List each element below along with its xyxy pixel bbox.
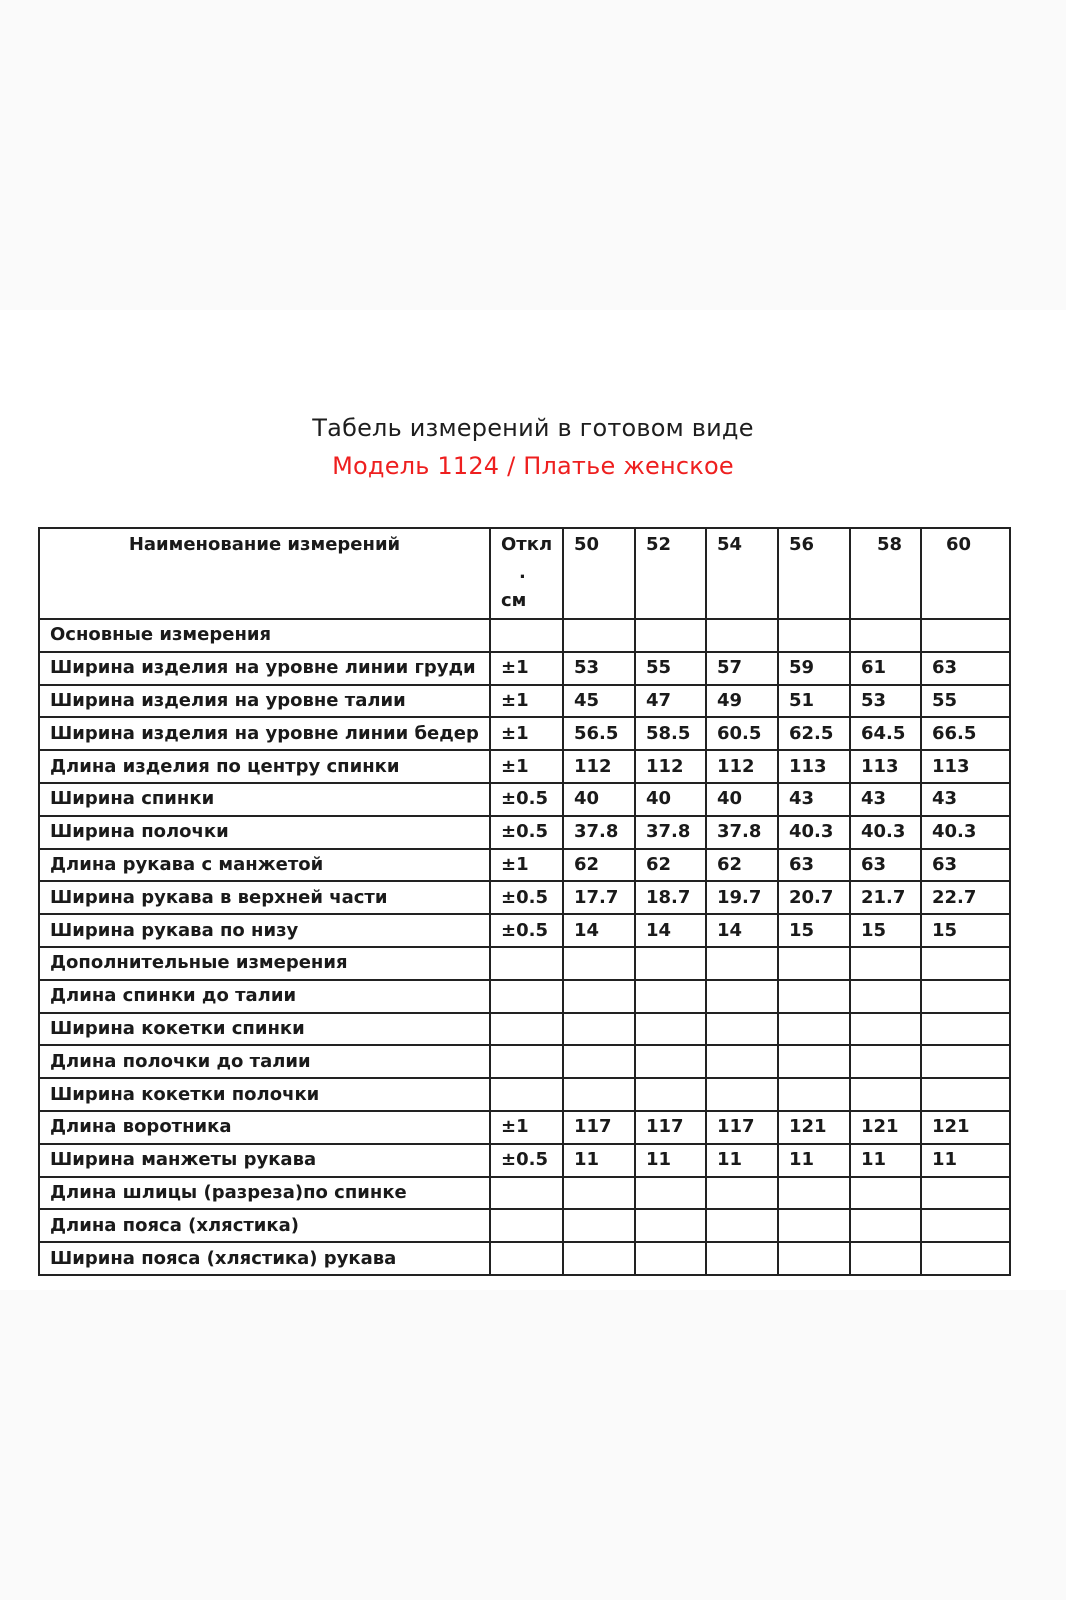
size-value-cell: 14: [563, 914, 635, 947]
column-header-tolerance: [490, 528, 563, 619]
size-value-cell: 40.3: [778, 816, 850, 849]
size-value-cell: [706, 1013, 778, 1046]
size-value-cell: 66.5: [921, 717, 1010, 750]
size-value-cell: [635, 1013, 706, 1046]
size-value-cell: 11: [778, 1144, 850, 1177]
size-value-cell: 40.3: [921, 816, 1010, 849]
tolerance-cell: ±1: [490, 750, 563, 783]
size-value-cell: 63: [921, 652, 1010, 685]
table-row: [39, 750, 1010, 783]
tolerance-header-line1: Откл: [501, 534, 553, 555]
size-value-cell: [850, 1209, 921, 1242]
measurement-name-cell: Ширина спинки: [39, 783, 490, 816]
size-value-cell: [635, 1078, 706, 1111]
tolerance-cell: ±0.5: [490, 783, 563, 816]
size-value-cell: 49: [706, 685, 778, 718]
table-row: [39, 1045, 1010, 1078]
size-value-cell: [635, 1045, 706, 1078]
column-header-name: Наименование измерений: [39, 528, 490, 619]
measurement-name-cell: Длина изделия по центру спинки: [39, 750, 490, 783]
size-value-cell: 63: [850, 849, 921, 882]
table-row: [39, 1078, 1010, 1111]
size-value-cell: 17.7: [563, 881, 635, 914]
tolerance-cell: [490, 1045, 563, 1078]
size-value-cell: [635, 947, 706, 980]
table-row: [39, 849, 1010, 882]
tolerance-cell: [490, 1209, 563, 1242]
measurement-name-cell: Длина спинки до талии: [39, 980, 490, 1013]
measurement-name-cell: Ширина манжеты рукава: [39, 1144, 490, 1177]
measurement-name-cell: Ширина кокетки спинки: [39, 1013, 490, 1046]
table-header-row: [39, 528, 1010, 619]
size-value-cell: 57: [706, 652, 778, 685]
size-value-cell: 121: [850, 1111, 921, 1144]
size-value-cell: [778, 619, 850, 652]
size-value-cell: 40: [635, 783, 706, 816]
size-value-cell: 37.8: [563, 816, 635, 849]
tolerance-header-line2: .: [519, 562, 526, 583]
size-value-cell: [778, 1209, 850, 1242]
tolerance-cell: ±0.5: [490, 914, 563, 947]
size-value-cell: [635, 619, 706, 652]
size-value-cell: 45: [563, 685, 635, 718]
measurement-name-cell: Длина воротника: [39, 1111, 490, 1144]
size-value-cell: 117: [635, 1111, 706, 1144]
size-value-cell: 117: [563, 1111, 635, 1144]
size-value-cell: [563, 1078, 635, 1111]
size-value-cell: 63: [921, 849, 1010, 882]
size-value-cell: [706, 980, 778, 1013]
size-value-cell: [850, 947, 921, 980]
size-value-cell: 40: [563, 783, 635, 816]
size-value-cell: 62.5: [778, 717, 850, 750]
size-value-cell: [563, 619, 635, 652]
size-value-cell: 60.5: [706, 717, 778, 750]
size-value-cell: 15: [778, 914, 850, 947]
size-value-cell: 18.7: [635, 881, 706, 914]
size-value-cell: [778, 980, 850, 1013]
size-value-cell: [921, 980, 1010, 1013]
document-sheet: [0, 310, 1066, 1290]
table-row: [39, 980, 1010, 1013]
size-value-cell: [921, 1045, 1010, 1078]
size-value-cell: [921, 1177, 1010, 1210]
measurement-name-cell: Ширина рукава по низу: [39, 914, 490, 947]
size-value-cell: [921, 1209, 1010, 1242]
measurement-name-cell: Ширина полочки: [39, 816, 490, 849]
table-row: [39, 652, 1010, 685]
size-value-cell: 19.7: [706, 881, 778, 914]
table-row: [39, 1013, 1010, 1046]
size-value-cell: [706, 1242, 778, 1275]
table-row: [39, 1209, 1010, 1242]
size-value-cell: [563, 1013, 635, 1046]
column-header-size: 58: [850, 528, 921, 619]
size-value-cell: [921, 1242, 1010, 1275]
tolerance-cell: ±1: [490, 652, 563, 685]
size-value-cell: 55: [635, 652, 706, 685]
size-value-cell: [850, 1045, 921, 1078]
tolerance-cell: ±0.5: [490, 881, 563, 914]
size-value-cell: 62: [706, 849, 778, 882]
size-value-cell: 37.8: [635, 816, 706, 849]
size-value-cell: 11: [635, 1144, 706, 1177]
table-row: [39, 717, 1010, 750]
size-value-cell: 113: [850, 750, 921, 783]
tolerance-cell: ±0.5: [490, 816, 563, 849]
size-value-cell: 21.7: [850, 881, 921, 914]
measurement-name-cell: Ширина изделия на уровне талии: [39, 685, 490, 718]
table-row: [39, 1144, 1010, 1177]
size-value-cell: [778, 1078, 850, 1111]
size-value-cell: [921, 947, 1010, 980]
measurement-name-cell: Дополнительные измерения: [39, 947, 490, 980]
size-value-cell: [635, 1209, 706, 1242]
tolerance-cell: [490, 1078, 563, 1111]
size-value-cell: 11: [706, 1144, 778, 1177]
size-value-cell: 62: [635, 849, 706, 882]
size-value-cell: 121: [921, 1111, 1010, 1144]
model-subtitle: Модель 1124 / Платье женское: [332, 452, 734, 480]
size-value-cell: [921, 619, 1010, 652]
size-value-cell: [563, 1209, 635, 1242]
size-value-cell: [563, 1177, 635, 1210]
size-value-cell: [706, 1177, 778, 1210]
size-value-cell: [921, 1013, 1010, 1046]
tolerance-cell: ±1: [490, 717, 563, 750]
size-value-cell: 121: [778, 1111, 850, 1144]
tolerance-cell: ±0.5: [490, 1144, 563, 1177]
table-row: [39, 685, 1010, 718]
tolerance-cell: [490, 1242, 563, 1275]
tolerance-cell: ±1: [490, 849, 563, 882]
size-value-cell: 55: [921, 685, 1010, 718]
measurement-name-cell: Основные измерения: [39, 619, 490, 652]
size-value-cell: [706, 619, 778, 652]
size-value-cell: 40.3: [850, 816, 921, 849]
size-value-cell: 11: [563, 1144, 635, 1177]
table-row: [39, 783, 1010, 816]
size-value-cell: [563, 980, 635, 1013]
size-value-cell: 14: [706, 914, 778, 947]
tolerance-cell: [490, 947, 563, 980]
table-row: [39, 1242, 1010, 1275]
size-value-cell: 40: [706, 783, 778, 816]
size-value-cell: [706, 947, 778, 980]
size-value-cell: [778, 1013, 850, 1046]
size-value-cell: 53: [850, 685, 921, 718]
size-value-cell: [563, 1045, 635, 1078]
size-value-cell: [563, 947, 635, 980]
table-row: [39, 1177, 1010, 1210]
tolerance-cell: [490, 619, 563, 652]
measurement-name-cell: Длина пояса (хлястика): [39, 1209, 490, 1242]
size-value-cell: [635, 1242, 706, 1275]
size-value-cell: [706, 1078, 778, 1111]
size-value-cell: 15: [921, 914, 1010, 947]
table-row: [39, 816, 1010, 849]
size-value-cell: 117: [706, 1111, 778, 1144]
size-value-cell: 62: [563, 849, 635, 882]
size-value-cell: [778, 1045, 850, 1078]
size-value-cell: [850, 1013, 921, 1046]
size-value-cell: 43: [778, 783, 850, 816]
size-value-cell: 56.5: [563, 717, 635, 750]
size-value-cell: [778, 1177, 850, 1210]
table-row: [39, 619, 1010, 652]
document-title: Табель измерений в готовом виде: [312, 414, 754, 442]
size-value-cell: 22.7: [921, 881, 1010, 914]
size-value-cell: 58.5: [635, 717, 706, 750]
table-row: [39, 947, 1010, 980]
column-header-size: 52: [635, 528, 706, 619]
table-row: [39, 914, 1010, 947]
table-row: [39, 1111, 1010, 1144]
measurement-name-cell: Длина рукава с манжетой: [39, 849, 490, 882]
size-value-cell: [850, 1177, 921, 1210]
tolerance-header-line3: см: [501, 590, 527, 611]
tolerance-cell: [490, 1013, 563, 1046]
measurement-name-cell: Длина полочки до талии: [39, 1045, 490, 1078]
size-value-cell: [850, 619, 921, 652]
size-value-cell: [706, 1209, 778, 1242]
size-value-cell: 113: [921, 750, 1010, 783]
measurement-name-cell: Ширина рукава в верхней части: [39, 881, 490, 914]
size-value-cell: 14: [635, 914, 706, 947]
column-header-size: 60: [921, 528, 1010, 619]
size-value-cell: [706, 1045, 778, 1078]
size-value-cell: 20.7: [778, 881, 850, 914]
size-value-cell: [563, 1242, 635, 1275]
column-header-size: 54: [706, 528, 778, 619]
size-value-cell: 37.8: [706, 816, 778, 849]
size-value-cell: [921, 1078, 1010, 1111]
size-value-cell: 112: [635, 750, 706, 783]
size-value-cell: [778, 1242, 850, 1275]
column-header-size: 56: [778, 528, 850, 619]
measurement-name-cell: Ширина изделия на уровне линии груди: [39, 652, 490, 685]
tolerance-cell: ±1: [490, 685, 563, 718]
size-value-cell: 64.5: [850, 717, 921, 750]
size-value-cell: 53: [563, 652, 635, 685]
tolerance-cell: ±1: [490, 1111, 563, 1144]
size-value-cell: 63: [778, 849, 850, 882]
size-value-cell: 61: [850, 652, 921, 685]
size-value-cell: [850, 1242, 921, 1275]
measurement-name-cell: Длина шлицы (разреза)по спинке: [39, 1177, 490, 1210]
table-body: [39, 619, 1010, 1275]
measurement-name-cell: Ширина пояса (хлястика) рукава: [39, 1242, 490, 1275]
tolerance-cell: [490, 980, 563, 1013]
size-value-cell: 43: [850, 783, 921, 816]
measurement-table: [38, 527, 1011, 1276]
column-header-size: 50: [563, 528, 635, 619]
measurement-name-cell: Ширина кокетки полочки: [39, 1078, 490, 1111]
size-value-cell: 51: [778, 685, 850, 718]
size-value-cell: 47: [635, 685, 706, 718]
size-value-cell: [635, 1177, 706, 1210]
size-value-cell: 11: [921, 1144, 1010, 1177]
measurement-name-cell: Ширина изделия на уровне линии бедер: [39, 717, 490, 750]
size-value-cell: 43: [921, 783, 1010, 816]
size-value-cell: 112: [563, 750, 635, 783]
tolerance-cell: [490, 1177, 563, 1210]
size-value-cell: [850, 1078, 921, 1111]
table-row: [39, 881, 1010, 914]
size-value-cell: [850, 980, 921, 1013]
size-value-cell: [635, 980, 706, 1013]
size-value-cell: 11: [850, 1144, 921, 1177]
size-value-cell: 112: [706, 750, 778, 783]
size-value-cell: 113: [778, 750, 850, 783]
size-value-cell: [778, 947, 850, 980]
size-value-cell: 15: [850, 914, 921, 947]
size-value-cell: 59: [778, 652, 850, 685]
